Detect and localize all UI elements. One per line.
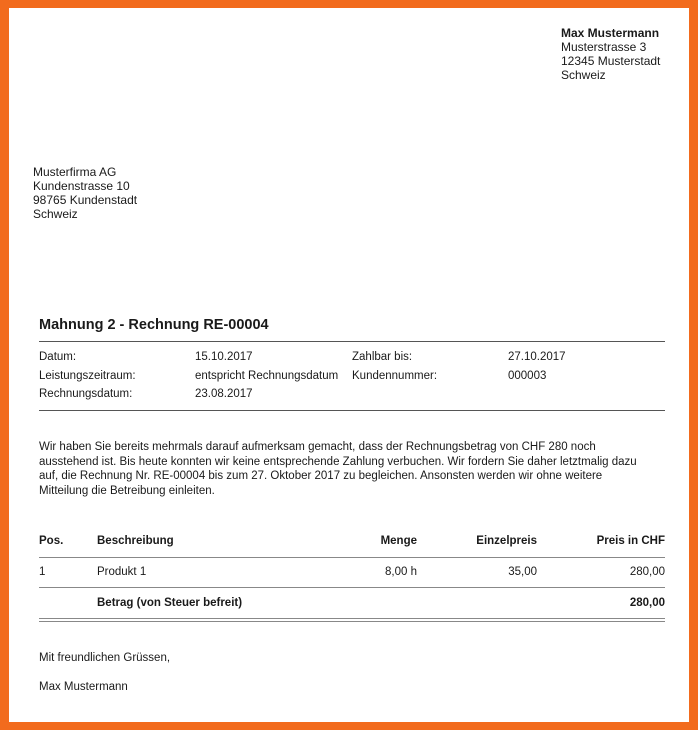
row-pos: 1 — [39, 566, 46, 578]
sender-address — [561, 26, 660, 82]
body-line: Wir haben Sie bereits mehrmals darauf aufmerksam gemacht, dass der Rechnungsbetrag von CHF 280 noch — [39, 441, 596, 453]
sender-name: Max Mustermann — [561, 26, 660, 40]
leistung-value: entspricht Rechnungsdatum — [195, 369, 339, 382]
table-row — [39, 566, 665, 588]
divider — [39, 557, 665, 558]
recipient-city: 98765 Kundenstadt — [33, 193, 138, 207]
sender-country: Schweiz — [561, 68, 606, 82]
closing-text: Mit freundlichen Grüssen, — [39, 652, 171, 664]
table-header — [39, 535, 665, 557]
items-total — [39, 597, 665, 619]
header-preis: Preis in CHF — [596, 535, 665, 547]
header-einzelpreis: Einzelpreis — [476, 535, 537, 547]
body-line: ausstehend ist. Bis heute konnten wir keine entsprechende Zahlung verbuchen. Wir fordern Sie daher letztmalig dazu — [39, 455, 637, 468]
signer-name: Max Mustermann — [39, 681, 128, 693]
leistung-label: Leistungszeitraum: — [39, 369, 136, 382]
header-menge: Menge — [380, 535, 417, 547]
header-pos: Pos. — [39, 535, 64, 547]
divider — [39, 341, 665, 342]
items-table — [39, 535, 665, 557]
recipient-address — [33, 165, 137, 221]
row-preis: 280,00 — [629, 566, 665, 578]
body-line: Mitteilung die Betreibung einleiten. — [39, 485, 215, 498]
zahlbar-value: 27.10.2017 — [508, 351, 566, 363]
document-title: Mahnung 2 - Rechnung RE-00004 — [39, 317, 269, 333]
reminder-text — [39, 440, 639, 499]
header-desc: Beschreibung — [97, 535, 174, 547]
kunde-value: 000003 — [508, 369, 547, 382]
recipient-street: Kundenstrasse 10 — [33, 179, 130, 193]
body-line: auf, die Rechnung Nr. RE-00004 bis zum 27. Oktober 2017 zu begleichen. Ansonsten werden wir ohne weitere — [39, 470, 603, 483]
rechnung-label: Rechnungsdatum: — [39, 388, 133, 400]
divider — [39, 410, 665, 411]
datum-value: 15.10.2017 — [195, 351, 253, 363]
rechnung-value: 23.08.2017 — [195, 388, 253, 400]
zahlbar-label: Zahlbar bis: — [352, 351, 413, 363]
meta-row — [39, 385, 665, 404]
total-value: 280,00 — [629, 597, 665, 609]
row-menge: 8,00 h — [385, 566, 417, 578]
total-row — [39, 597, 665, 619]
recipient-country: Schweiz — [33, 207, 78, 221]
kunde-label: Kundennummer: — [352, 369, 438, 382]
invoice-meta — [39, 348, 665, 404]
row-desc: Produkt 1 — [97, 566, 147, 578]
datum-label: Datum: — [39, 351, 77, 363]
recipient-company: Musterfirma AG — [33, 165, 117, 179]
total-label: Betrag (von Steuer befreit) — [97, 597, 243, 609]
sender-city: 12345 Musterstadt — [561, 54, 661, 68]
row-einzelpreis: 35,00 — [508, 566, 537, 578]
meta-row — [39, 348, 665, 367]
meta-row — [39, 367, 665, 386]
divider — [39, 621, 665, 622]
items-body — [39, 566, 665, 588]
divider — [39, 618, 665, 619]
divider — [39, 587, 665, 588]
sender-street: Musterstrasse 3 — [561, 40, 647, 54]
invoice-page — [9, 8, 689, 722]
